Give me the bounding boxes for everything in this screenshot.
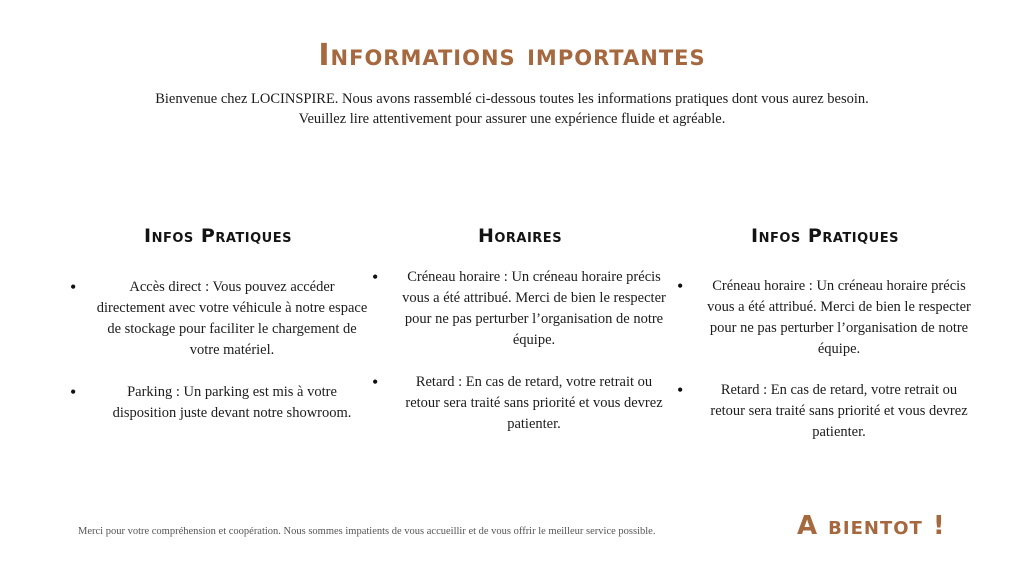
bullet-list	[675, 276, 975, 443]
column-heading: Infos Pratiques	[751, 225, 899, 247]
intro-text	[0, 89, 1024, 129]
list-item: • Créneau horaire : Un créneau horaire précis vous a été attribué. Merci de bien le respecter pour ne pas perturber l’organisation de notre équipe.	[675, 276, 975, 360]
intro-line-1: Bienvenue chez LOCINSPIRE. Nous avons rassemblé ci-dessous toutes les informations pratiques dont vous aurez besoin.	[155, 91, 869, 107]
list-item: • Accès direct : Vous pouvez accéder directement avec votre véhicule à notre espace de stockage pour faciliter le chargement de votre matériel.	[68, 277, 368, 361]
list-item: • Parking : Un parking est mis à votre disposition juste devant notre showroom.	[68, 382, 368, 424]
bullet-list	[68, 277, 368, 424]
page-title: Informations importantes	[318, 38, 706, 73]
column-infos-pratiques-2	[675, 225, 975, 443]
list-item: • Retard : En cas de retard, votre retrait ou retour sera traité sans priorité et vous devrez patienter.	[370, 372, 670, 435]
column-horaires	[370, 225, 670, 435]
bullet-list	[370, 267, 670, 435]
list-item: • Retard : En cas de retard, votre retrait ou retour sera traité sans priorité et vous devrez patienter.	[675, 380, 975, 443]
list-item: • Créneau horaire : Un créneau horaire précis vous a été attribué. Merci de bien le respecter pour ne pas perturber l’organisation de notre équipe.	[370, 267, 670, 351]
column-heading: Infos Pratiques	[144, 225, 292, 247]
footer-text: Merci pour votre compréhension et coopération. Nous sommes impatients de vous accueillir et de vous offrir le meilleur service possible.	[78, 526, 656, 537]
signoff-text: A bientot !	[797, 511, 946, 541]
intro-line-2: Veuillez lire attentivement pour assurer une expérience fluide et agréable.	[298, 111, 726, 127]
column-heading: Horaires	[477, 225, 563, 247]
column-infos-pratiques-1	[68, 225, 368, 424]
